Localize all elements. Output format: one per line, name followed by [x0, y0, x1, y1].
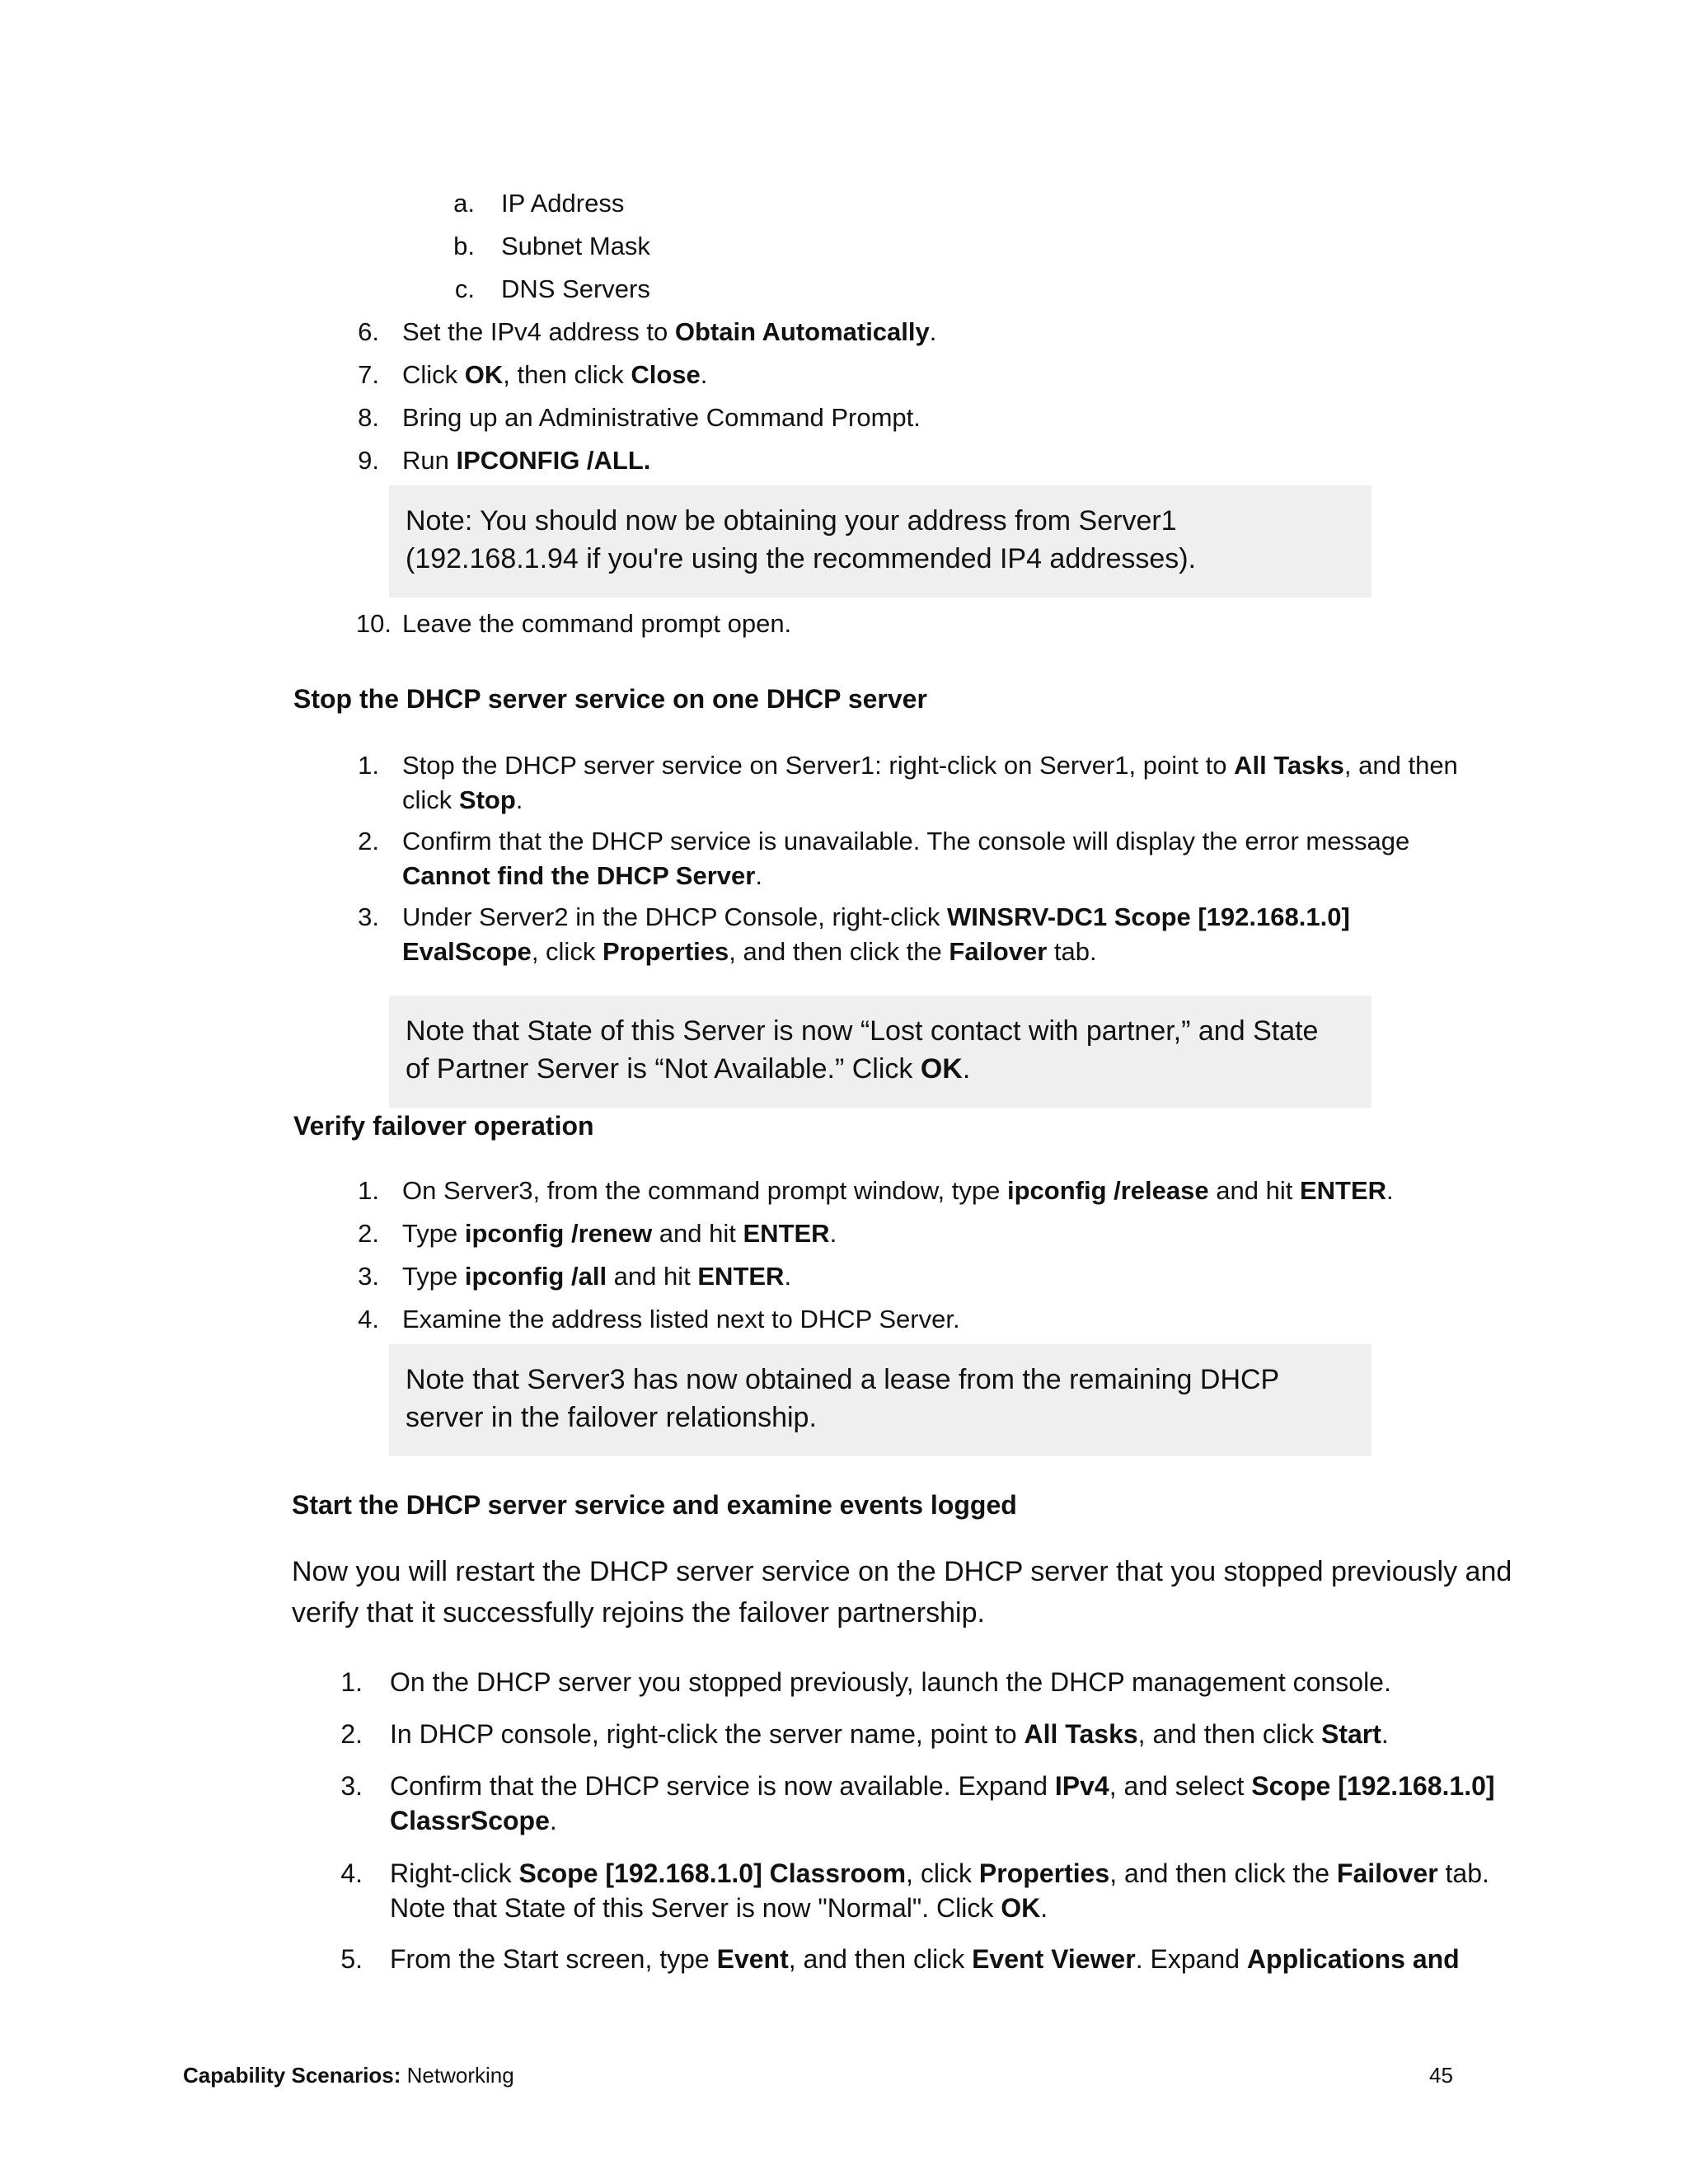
- bold-text: Scope [192.168.1.0] Classroom: [518, 1858, 907, 1888]
- list-number: 3.: [358, 1262, 379, 1291]
- bold-text: EvalScope: [402, 937, 532, 966]
- bold-text: Event Viewer: [972, 1944, 1136, 1974]
- verify-item-1: [0, 1174, 1688, 1208]
- text-run: Stop the DHCP server service on Server1: right-click on Server1, point to: [402, 751, 1235, 780]
- footer-label: Capability Scenarios:: [183, 2063, 401, 2088]
- start-item-4: [0, 1854, 1688, 1930]
- list-text: [402, 1174, 1394, 1208]
- bold-text: ENTER: [743, 1219, 830, 1248]
- text-run: Right-click: [390, 1858, 519, 1888]
- note-box-lease: [389, 1344, 1372, 1456]
- text-run: Click: [402, 360, 465, 389]
- bold-text: All Tasks: [1024, 1719, 1138, 1749]
- start-item-5: [0, 1940, 1688, 1978]
- section-heading-stop: Stop the DHCP server service on one DHCP server: [293, 684, 927, 714]
- text-run: .: [549, 1806, 557, 1835]
- list-number: 2.: [358, 827, 379, 855]
- bold-text: Applications and: [1246, 1944, 1460, 1974]
- list-number: 2.: [340, 1719, 363, 1749]
- text-run: , click: [531, 937, 603, 966]
- text-run: , and then click the: [729, 937, 950, 966]
- list-number: 6.: [358, 317, 379, 346]
- text-run: Confirm that the DHCP service is now available. Expand: [390, 1771, 1055, 1801]
- section-heading-start: Start the DHCP server service and examine events logged: [292, 1490, 1017, 1520]
- list-item-7: [0, 358, 1688, 392]
- list-text: [402, 1302, 960, 1337]
- list-text: [402, 443, 650, 478]
- text-run: Type: [402, 1219, 465, 1248]
- text-run: Set the IPv4 address to: [402, 317, 675, 346]
- intro-paragraph-line: Now you will restart the DHCP server service on the DHCP server that you stopped previously and: [292, 1556, 1512, 1587]
- sub-list-item-c: [0, 272, 1688, 307]
- note-line: [406, 1012, 1318, 1050]
- note-line: Note that Server3 has now obtained a lease from the remaining DHCP: [406, 1364, 1280, 1395]
- verify-item-4: [0, 1302, 1688, 1337]
- text-run: .: [755, 861, 762, 890]
- list-item-10: [0, 607, 1688, 641]
- text-run: , then click: [503, 360, 631, 389]
- bold-text: Close: [631, 360, 701, 389]
- sub-list-text: DNS Servers: [501, 274, 650, 303]
- list-number: 2.: [358, 1219, 379, 1248]
- page-number: 45: [1429, 2063, 1453, 2088]
- stop-item-1: [0, 748, 1688, 818]
- sub-list-item-b: [0, 229, 1688, 264]
- list-text-line: [402, 900, 1350, 935]
- bold-text: OK: [1001, 1893, 1041, 1923]
- sub-list-marker: a.: [453, 189, 475, 218]
- text-run: , and then click: [788, 1944, 973, 1974]
- start-item-2: [0, 1715, 1688, 1753]
- list-text-line: [390, 1715, 1389, 1753]
- list-number: 9.: [358, 446, 379, 475]
- text-run: Bring up an Administrative Command Prompt.: [402, 403, 921, 432]
- list-number: 3.: [340, 1771, 363, 1801]
- bold-text: Stop: [458, 785, 516, 814]
- list-number: 8.: [358, 403, 379, 432]
- text-run: , and select: [1109, 1771, 1252, 1801]
- text-run: Note that State of this Server is now "Normal". Click: [390, 1893, 1001, 1923]
- bold-text: WINSRV-DC1 Scope [192.168.1.0]: [947, 902, 1350, 931]
- text-run: and hit: [1208, 1176, 1300, 1205]
- list-text-line: [390, 1663, 1391, 1701]
- bold-text: Event: [716, 1944, 789, 1974]
- list-text: [402, 1259, 791, 1294]
- start-item-3: [0, 1767, 1688, 1843]
- text-run: .: [829, 1219, 837, 1248]
- intro-paragraph-line: verify that it successfully rejoins the failover partnership.: [292, 1597, 985, 1629]
- text-run: Under Server2 in the DHCP Console, right-click: [402, 902, 948, 931]
- list-text-line: [390, 1940, 1460, 1978]
- list-number: 1.: [358, 751, 379, 780]
- bold-text: ipconfig /all: [464, 1262, 607, 1291]
- list-number: 1.: [358, 1176, 379, 1205]
- list-text-line: [390, 1889, 1048, 1927]
- list-text: [402, 1216, 837, 1251]
- start-item-1: [0, 1663, 1688, 1701]
- bold-text: Cannot find the DHCP Server: [402, 861, 756, 890]
- text-run: and hit: [607, 1262, 698, 1291]
- note-line: [406, 1050, 970, 1088]
- text-run: On Server3, from the command prompt window, type: [402, 1176, 1007, 1205]
- note-line: Note: You should now be obtaining your address from Server1: [406, 505, 1177, 537]
- bold-text: Scope [192.168.1.0]: [1251, 1771, 1495, 1801]
- text-run: .: [700, 360, 708, 389]
- page-footer: [183, 2060, 514, 2090]
- list-item-6: [0, 315, 1688, 349]
- verify-item-2: [0, 1216, 1688, 1251]
- verify-item-3: [0, 1259, 1688, 1294]
- bold-text: Failover: [949, 937, 1048, 966]
- text-run: Run: [402, 446, 457, 475]
- bold-text: ENTER: [697, 1262, 785, 1291]
- list-text-line: [402, 824, 1409, 859]
- text-run: .: [929, 317, 937, 346]
- list-text: [402, 401, 921, 435]
- list-text-line: [402, 748, 1458, 783]
- list-text: [402, 315, 936, 349]
- bold-text: IPv4: [1054, 1771, 1109, 1801]
- bold-text: ENTER: [1299, 1176, 1387, 1205]
- list-item-8: [0, 401, 1688, 435]
- text-run: .: [1381, 1719, 1389, 1749]
- list-text-line: [402, 859, 762, 893]
- bold-text: OK: [464, 360, 504, 389]
- text-run: tab.: [1437, 1858, 1489, 1888]
- bold-text: ipconfig /release: [1006, 1176, 1209, 1205]
- bold-text: Start: [1321, 1719, 1381, 1749]
- text-run: Note that State of this Server is now “Lost contact with partner,” and State: [406, 1015, 1319, 1047]
- bold-text: Properties: [978, 1858, 1110, 1888]
- sub-list-marker: b.: [453, 232, 475, 260]
- note-line: server in the failover relationship.: [406, 1402, 817, 1433]
- text-run: .: [784, 1262, 792, 1291]
- text-run: .: [515, 785, 523, 814]
- text-run: , click: [906, 1858, 979, 1888]
- bold-text: OK: [920, 1053, 963, 1085]
- text-run: Type: [402, 1262, 465, 1291]
- sub-list-text: IP Address: [501, 189, 625, 218]
- list-item-9: [0, 443, 1688, 478]
- bold-text: Failover: [1336, 1858, 1438, 1888]
- text-run: , and then: [1343, 751, 1458, 780]
- list-number: 5.: [340, 1944, 363, 1974]
- bold-text: Obtain Automatically: [674, 317, 930, 346]
- stop-item-3: [0, 900, 1688, 969]
- text-run: .: [1040, 1893, 1048, 1923]
- text-run: On the DHCP server you stopped previously, launch the DHCP management console.: [390, 1667, 1391, 1697]
- list-text-line: [390, 1802, 557, 1840]
- sub-list-item-a: [0, 186, 1688, 221]
- sub-list-text: Subnet Mask: [501, 232, 650, 260]
- list-text-line: [402, 935, 1097, 969]
- text-run: of Partner Server is “Not Available.” Click: [406, 1053, 921, 1085]
- list-number: 1.: [340, 1667, 363, 1697]
- list-text: [402, 358, 707, 392]
- section-heading-verify: Verify failover operation: [293, 1111, 594, 1141]
- list-text-line: [390, 1767, 1495, 1805]
- list-number: 10.: [355, 609, 392, 638]
- list-number: 4.: [340, 1858, 363, 1888]
- bold-text: ipconfig /renew: [464, 1219, 653, 1248]
- list-number: 3.: [358, 902, 379, 931]
- text-run: From the Start screen, type: [390, 1944, 717, 1974]
- bold-text: IPCONFIG /ALL.: [456, 446, 651, 475]
- text-run: . Expand: [1135, 1944, 1247, 1974]
- text-run: Confirm that the DHCP service is unavailable. The console will display the error message: [402, 827, 1410, 855]
- stop-item-2: [0, 824, 1688, 893]
- list-text: Leave the command prompt open.: [402, 609, 792, 638]
- text-run: .: [962, 1053, 971, 1085]
- text-run: and hit: [652, 1219, 743, 1248]
- text-run: click: [402, 785, 459, 814]
- text-run: In DHCP console, right-click the server name, point to: [390, 1719, 1025, 1749]
- text-run: , and then click the: [1109, 1858, 1337, 1888]
- note-line: (192.168.1.94 if you're using the recommended IP4 addresses).: [406, 543, 1197, 574]
- bold-text: Properties: [602, 937, 729, 966]
- list-number: 7.: [358, 360, 379, 389]
- note-box-ipconfig: [389, 485, 1372, 598]
- list-number: 4.: [358, 1305, 379, 1333]
- text-run: tab.: [1047, 937, 1097, 966]
- list-text-line: [390, 1854, 1489, 1892]
- sub-list-marker: c.: [454, 274, 475, 303]
- bold-text: All Tasks: [1234, 751, 1344, 780]
- bold-text: ClassrScope: [390, 1806, 550, 1835]
- text-run: .: [1386, 1176, 1394, 1205]
- footer-section: Networking: [406, 2063, 514, 2088]
- note-box-failover-state: [389, 996, 1372, 1108]
- text-run: , and then click: [1137, 1719, 1321, 1749]
- list-text-line: [402, 783, 523, 818]
- text-run: Examine the address listed next to DHCP Server.: [402, 1305, 960, 1333]
